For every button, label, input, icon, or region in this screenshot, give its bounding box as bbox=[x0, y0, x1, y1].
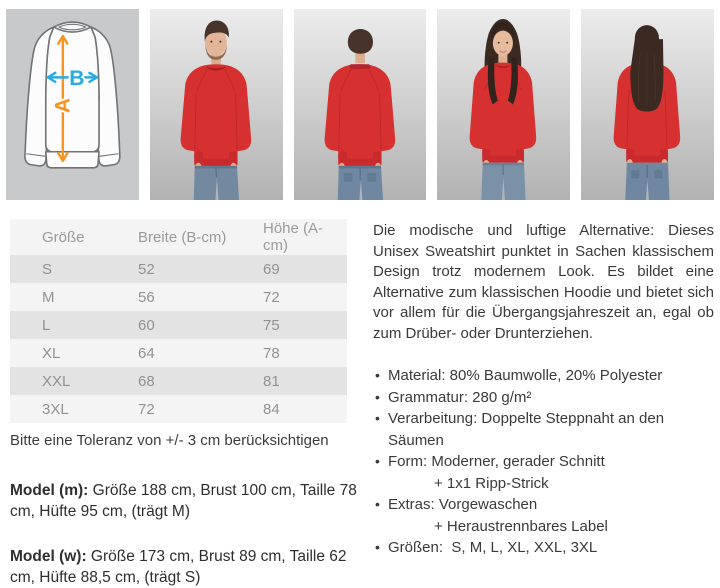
female-front-figure bbox=[437, 9, 570, 200]
product-details-list bbox=[373, 365, 714, 559]
detail-item-extras: • Extras: Vorgewaschen + Heraustrennbares Label bbox=[373, 494, 714, 537]
size-table-header-row bbox=[10, 219, 347, 255]
description-column bbox=[373, 219, 714, 571]
photo-female-model-back[interactable] bbox=[581, 9, 714, 200]
model-w-label: Model (w): bbox=[10, 548, 87, 565]
model-w-text: Größe 173 cm, Brust 89 cm, Taille 62 cm, Hüfte 88,5 cm, (trägt S) bbox=[10, 548, 347, 586]
col-header-width: Breite (B-cm) bbox=[137, 219, 262, 255]
detail-item-form: • Form: Moderner, gerader Schnitt + 1x1 Ripp-Strick bbox=[373, 451, 714, 494]
detail-item-verarbeitung: • Verarbeitung: Doppelte Steppnaht an den Säumen bbox=[373, 408, 714, 451]
product-info-section bbox=[0, 219, 720, 586]
product-image-gallery bbox=[6, 9, 714, 200]
model-m-label: Model (m): bbox=[10, 482, 89, 499]
male-front-figure bbox=[150, 9, 283, 200]
detail-item-form-sub: + 1x1 Ripp-Strick bbox=[434, 474, 549, 492]
col-header-size: Größe bbox=[10, 219, 137, 255]
size-diagram-image[interactable] bbox=[6, 9, 139, 200]
size-table bbox=[10, 219, 347, 423]
model-m-text: Größe 188 cm, Brust 100 cm, Taille 78 cm, Hüfte 95 cm, (trägt M) bbox=[10, 482, 357, 520]
detail-item-grammatur: • Grammatur: 280 g/m² bbox=[373, 387, 714, 409]
size-info-column bbox=[0, 219, 362, 586]
sweatshirt-measure-diagram bbox=[6, 9, 139, 200]
width-label: B bbox=[69, 66, 85, 90]
product-description: Die modische und luftige Alternative: Dieses Unisex Sweatshirt punktet in Sachen klassischem Design trotz modernem Look. Es bildet eine Alternative zum klassischen Hoodie und bietet sich vor allem für die Übergangsjahreszeit an, egal ob zum Drüber- oder Drunterziehen. bbox=[373, 222, 714, 342]
table-row: L 60 75 bbox=[10, 311, 347, 339]
table-row: 3XL 72 84 bbox=[10, 395, 347, 423]
male-back-figure bbox=[294, 9, 427, 200]
photo-female-model-front[interactable] bbox=[437, 9, 570, 200]
col-header-height: Höhe (A-cm) bbox=[262, 219, 347, 255]
detail-item-extras-sub: + Heraustrennbares Label bbox=[434, 517, 608, 535]
sweatshirt-outline-icon bbox=[25, 22, 120, 168]
tolerance-note: Bitte eine Toleranz von +/- 3 cm berücksichtigen bbox=[10, 432, 329, 449]
model-w-info bbox=[10, 546, 362, 588]
model-m-info bbox=[10, 480, 362, 522]
detail-item-material: • Material: 80% Baumwolle, 20% Polyester bbox=[373, 365, 714, 387]
photo-male-model-back[interactable] bbox=[294, 9, 427, 200]
table-row: S 52 69 bbox=[10, 255, 347, 283]
table-row: XL 64 78 bbox=[10, 339, 347, 367]
photo-male-model-front[interactable] bbox=[150, 9, 283, 200]
detail-item-groessen: • Größen: S, M, L, XL, XXL, 3XL bbox=[373, 537, 714, 559]
height-label: A bbox=[51, 97, 75, 114]
table-row: M 56 72 bbox=[10, 283, 347, 311]
female-back-figure bbox=[581, 9, 714, 200]
table-row: XXL 68 81 bbox=[10, 367, 347, 395]
